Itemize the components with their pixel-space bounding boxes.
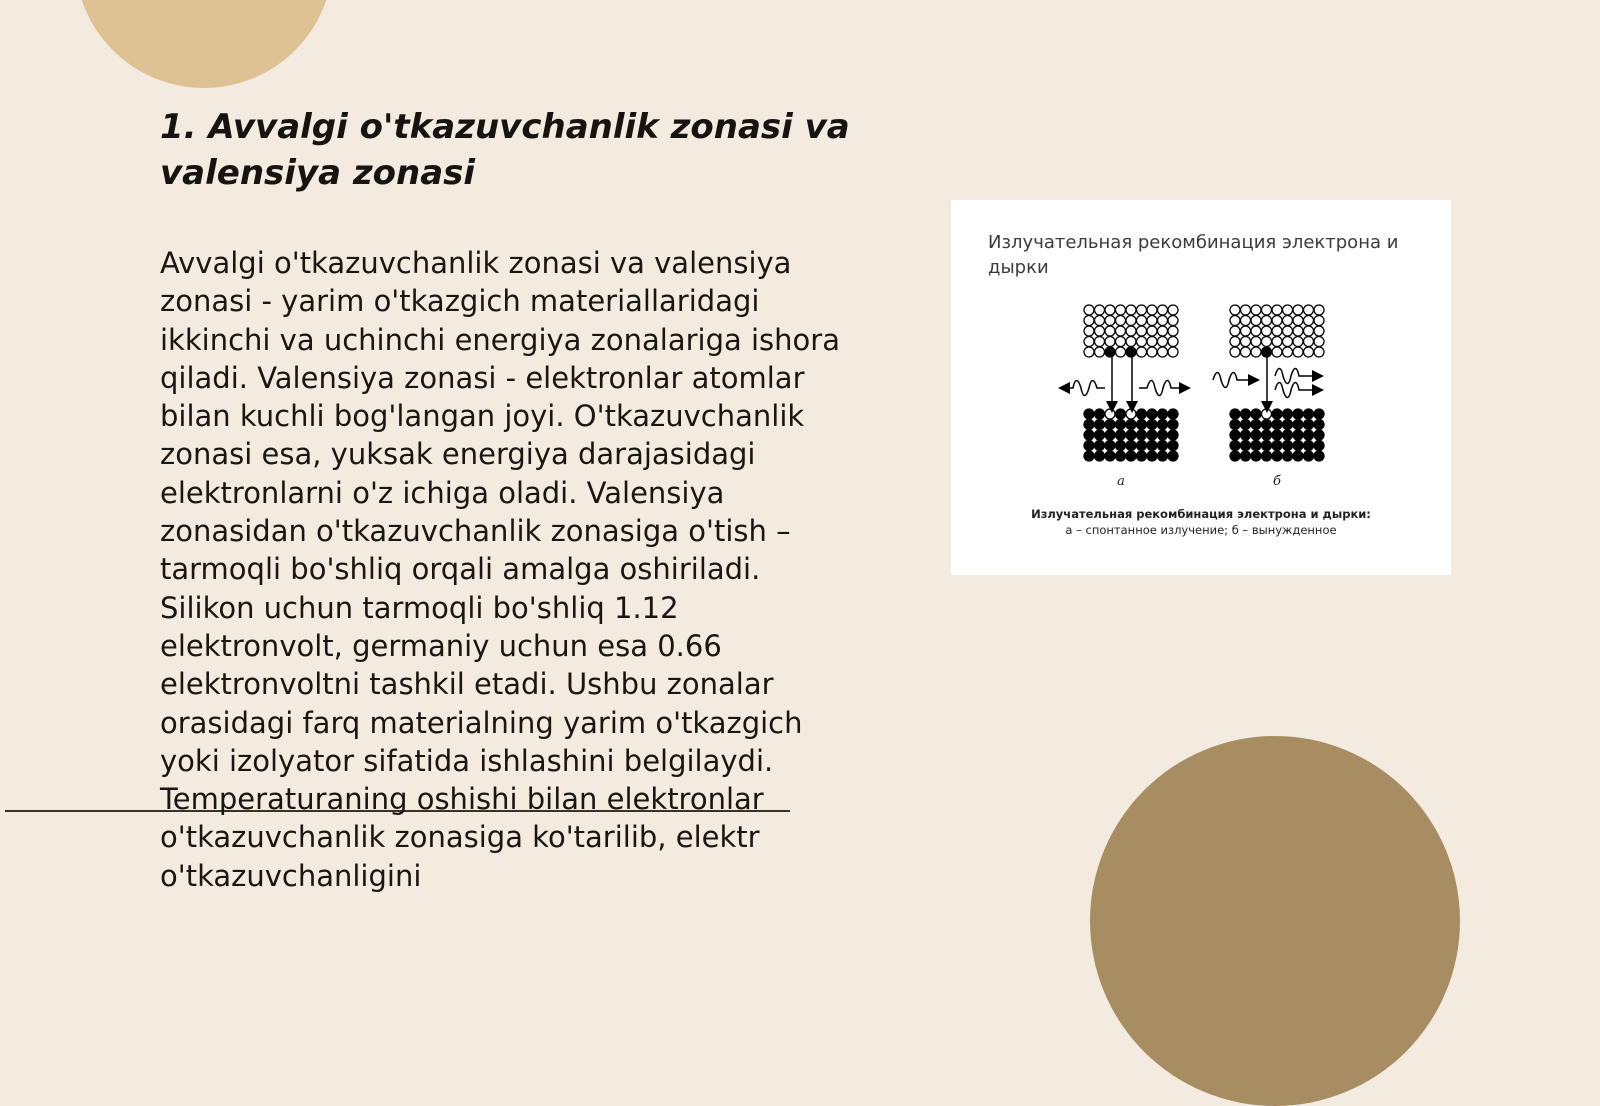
conduction-site — [1084, 316, 1094, 326]
conduction-site — [1262, 347, 1272, 357]
conduction-site — [1230, 326, 1240, 336]
conduction-site — [1168, 337, 1178, 347]
conduction-site — [1105, 326, 1115, 336]
conduction-site — [1105, 305, 1115, 315]
panel-a-photon-left — [1061, 381, 1105, 396]
valence-electron — [1126, 451, 1136, 461]
valence-electron — [1116, 430, 1126, 440]
conduction-site — [1095, 326, 1105, 336]
valence-electron — [1116, 409, 1126, 419]
conduction-site — [1137, 305, 1147, 315]
conduction-site — [1084, 347, 1094, 357]
conduction-site — [1251, 305, 1261, 315]
valence-electron — [1105, 441, 1115, 451]
conduction-site — [1314, 326, 1324, 336]
valence-electron — [1168, 451, 1178, 461]
conduction-site — [1314, 316, 1324, 326]
conduction-site — [1230, 316, 1240, 326]
valence-electron — [1137, 409, 1147, 419]
conduction-site — [1241, 305, 1251, 315]
conduction-site — [1168, 316, 1178, 326]
valence-electron — [1137, 451, 1147, 461]
valence-electron — [1241, 451, 1251, 461]
valence-electron — [1147, 420, 1157, 430]
conduction-site — [1147, 326, 1157, 336]
conduction-site — [1251, 326, 1261, 336]
conduction-site — [1251, 337, 1261, 347]
valence-electron — [1137, 420, 1147, 430]
valence-electron — [1283, 451, 1293, 461]
conduction-site — [1137, 347, 1147, 357]
conduction-site — [1251, 316, 1261, 326]
conduction-site — [1293, 337, 1303, 347]
conduction-site — [1272, 316, 1282, 326]
valence-electron — [1262, 451, 1272, 461]
valence-electron — [1126, 420, 1136, 430]
valence-electron — [1158, 451, 1168, 461]
conduction-site — [1126, 326, 1136, 336]
valence-electron — [1084, 420, 1094, 430]
recombination-figure — [951, 200, 1451, 575]
valence-electron — [1272, 430, 1282, 440]
valence-electron — [1272, 409, 1282, 419]
conduction-site — [1304, 326, 1314, 336]
valence-electron — [1116, 451, 1126, 461]
conduction-site — [1147, 337, 1157, 347]
conduction-site — [1158, 337, 1168, 347]
conduction-site — [1168, 347, 1178, 357]
valence-electron — [1262, 441, 1272, 451]
conduction-site — [1283, 316, 1293, 326]
valence-electron — [1116, 420, 1126, 430]
valence-electron — [1126, 409, 1136, 419]
valence-electron — [1158, 409, 1168, 419]
valence-electron — [1168, 409, 1178, 419]
conduction-site — [1168, 305, 1178, 315]
valence-electron — [1095, 430, 1105, 440]
panel-a-transitions — [1112, 356, 1132, 410]
conduction-site — [1230, 347, 1240, 357]
valence-electron — [1314, 420, 1324, 430]
conduction-site — [1262, 337, 1272, 347]
conduction-site — [1304, 337, 1314, 347]
valence-electron — [1147, 430, 1157, 440]
conduction-site — [1314, 305, 1324, 315]
valence-electron — [1105, 420, 1115, 430]
conduction-site — [1084, 337, 1094, 347]
conduction-site — [1147, 316, 1157, 326]
conduction-site — [1137, 316, 1147, 326]
valence-electron — [1105, 409, 1115, 419]
conduction-site — [1116, 337, 1126, 347]
valence-electron — [1084, 441, 1094, 451]
valence-electron — [1095, 409, 1105, 419]
valence-electron — [1147, 409, 1157, 419]
conduction-site — [1084, 305, 1094, 315]
figure-caption — [951, 506, 1451, 538]
panel-b-photon-in — [1213, 373, 1257, 388]
valence-electron — [1304, 451, 1314, 461]
valence-electron — [1293, 420, 1303, 430]
conduction-site — [1095, 347, 1105, 357]
valence-electron — [1158, 430, 1168, 440]
valence-electron — [1168, 430, 1178, 440]
figure-caption-line1: Излучательная рекомбинация электрона и дырки: — [1031, 507, 1371, 521]
panel-a-label: а — [1117, 474, 1125, 489]
valence-electron — [1137, 441, 1147, 451]
conduction-site — [1262, 316, 1272, 326]
valence-electron — [1251, 409, 1261, 419]
conduction-site — [1158, 316, 1168, 326]
conduction-site — [1158, 326, 1168, 336]
valence-electron — [1126, 441, 1136, 451]
conduction-site — [1241, 326, 1251, 336]
conduction-site — [1293, 316, 1303, 326]
conduction-site — [1158, 305, 1168, 315]
valence-electron — [1262, 409, 1272, 419]
conduction-site — [1126, 316, 1136, 326]
conduction-site — [1137, 326, 1147, 336]
valence-electron — [1314, 409, 1324, 419]
valence-electron — [1304, 409, 1314, 419]
valence-electron — [1158, 420, 1168, 430]
conduction-site — [1126, 305, 1136, 315]
conduction-site — [1126, 337, 1136, 347]
conduction-site — [1293, 305, 1303, 315]
valence-electron — [1230, 409, 1240, 419]
conduction-site — [1272, 305, 1282, 315]
conduction-site — [1262, 305, 1272, 315]
figure-title: Излучательная рекомбинация электрона и дырки — [988, 232, 1399, 278]
conduction-site — [1147, 305, 1157, 315]
conduction-site — [1126, 347, 1136, 357]
valence-electron — [1241, 441, 1251, 451]
conduction-site — [1116, 305, 1126, 315]
valence-electron — [1304, 420, 1314, 430]
conduction-site — [1116, 347, 1126, 357]
valence-electron — [1293, 441, 1303, 451]
conduction-site — [1283, 347, 1293, 357]
valence-electron — [1314, 451, 1324, 461]
conduction-site — [1283, 337, 1293, 347]
valence-electron — [1272, 451, 1282, 461]
conduction-site — [1095, 305, 1105, 315]
valence-electron — [1283, 409, 1293, 419]
conduction-site — [1230, 305, 1240, 315]
conduction-site — [1283, 305, 1293, 315]
valence-electron — [1293, 451, 1303, 461]
valence-electron — [1095, 441, 1105, 451]
conduction-site — [1095, 316, 1105, 326]
valence-electron — [1251, 430, 1261, 440]
conduction-site — [1116, 326, 1126, 336]
valence-electron — [1241, 420, 1251, 430]
valence-electron — [1095, 451, 1105, 461]
valence-electron — [1230, 420, 1240, 430]
conduction-site — [1116, 316, 1126, 326]
valence-electron — [1262, 420, 1272, 430]
conduction-site — [1314, 347, 1324, 357]
valence-electron — [1272, 441, 1282, 451]
valence-electron — [1304, 430, 1314, 440]
valence-electron — [1230, 451, 1240, 461]
valence-electron — [1230, 441, 1240, 451]
valence-electron — [1283, 420, 1293, 430]
conduction-site — [1293, 326, 1303, 336]
conduction-site — [1168, 326, 1178, 336]
slide-title: 1. Avvalgi o'tkazuvchanlik zonasi va valensiya zonasi — [160, 107, 850, 193]
conduction-site — [1241, 347, 1251, 357]
valence-electron — [1105, 430, 1115, 440]
valence-electron — [1105, 451, 1115, 461]
conduction-site — [1272, 347, 1282, 357]
decorative-circle-bottom — [1090, 736, 1460, 1106]
valence-electron — [1126, 430, 1136, 440]
valence-electron — [1304, 441, 1314, 451]
conduction-site — [1105, 347, 1115, 357]
conduction-site — [1304, 305, 1314, 315]
conduction-site — [1158, 347, 1168, 357]
conduction-site — [1293, 347, 1303, 357]
valence-electron — [1262, 430, 1272, 440]
valence-electron — [1084, 409, 1094, 419]
valence-electron — [1293, 430, 1303, 440]
valence-electron — [1158, 441, 1168, 451]
conduction-site — [1095, 337, 1105, 347]
valence-electron — [1283, 441, 1293, 451]
valence-electron — [1241, 430, 1251, 440]
valence-electron — [1095, 420, 1105, 430]
panel-b-label: б — [1273, 474, 1281, 489]
valence-electron — [1147, 451, 1157, 461]
valence-electron — [1137, 430, 1147, 440]
conduction-site — [1272, 326, 1282, 336]
valence-electron — [1084, 451, 1094, 461]
valence-electron — [1168, 441, 1178, 451]
valence-electron — [1241, 409, 1251, 419]
valence-electron — [1272, 420, 1282, 430]
valence-electron — [1251, 451, 1261, 461]
slide-body-text: Avvalgi o'tkazuvchanlik zonasi va valensiya zonasi - yarim o'tkazgich materiallaridagi ikkinchi va uchinchi energiya zonalariga ishora qiladi. Valensiya zonasi - elektronlar atomlar bilan kuchli bog'langan joyi. O'tkazuvchanlik zonasi esa, yuksak energiya darajasidagi elektronlarni o'z ichiga oladi. Valensiya zonasidan o'tkazuvchanlik zonasiga o'tish – tarmoqli bo'shliq orqali amalga oshiriladi. Silikon uchun tarmoqli bo'shliq 1.12 elektronvolt, germaniy uchun esa 0.66 elektronvoltni tashkil etadi. Ushbu zonalar orasidagi farq materialning yarim o'tkazgich yoki izolyator sifatida ishlashini belgilaydi. Temperaturaning oshishi bilan elektronlar o'tkazuvchanlik zonasiga ko'tarilib, elektr o'tkazuvchanligini — [160, 246, 840, 893]
conduction-site — [1137, 337, 1147, 347]
valence-electron — [1230, 430, 1240, 440]
conduction-site — [1314, 337, 1324, 347]
valence-electron — [1293, 409, 1303, 419]
conduction-site — [1241, 316, 1251, 326]
conduction-site — [1251, 347, 1261, 357]
valence-electron — [1251, 441, 1261, 451]
conduction-site — [1230, 337, 1240, 347]
decorative-circle-top — [75, 0, 333, 88]
valence-electron — [1168, 420, 1178, 430]
valence-electron — [1084, 430, 1094, 440]
valence-electron — [1314, 441, 1324, 451]
panel-a-photon-right — [1139, 381, 1188, 396]
valence-electron — [1314, 430, 1324, 440]
conduction-site — [1105, 337, 1115, 347]
conduction-site — [1304, 347, 1314, 357]
conduction-site — [1304, 316, 1314, 326]
valence-electron — [1147, 441, 1157, 451]
valence-electron — [1283, 430, 1293, 440]
figure-caption-line2: а – спонтанное излучение; б – вынужденное — [1065, 523, 1337, 537]
conduction-site — [1283, 326, 1293, 336]
conduction-site — [1272, 337, 1282, 347]
conduction-site — [1084, 326, 1094, 336]
valence-electron — [1251, 420, 1261, 430]
conduction-site — [1262, 326, 1272, 336]
conduction-site — [1147, 347, 1157, 357]
panel-b-photons-out — [1275, 369, 1321, 398]
conduction-site — [1105, 316, 1115, 326]
conduction-site — [1241, 337, 1251, 347]
valence-electron — [1116, 441, 1126, 451]
